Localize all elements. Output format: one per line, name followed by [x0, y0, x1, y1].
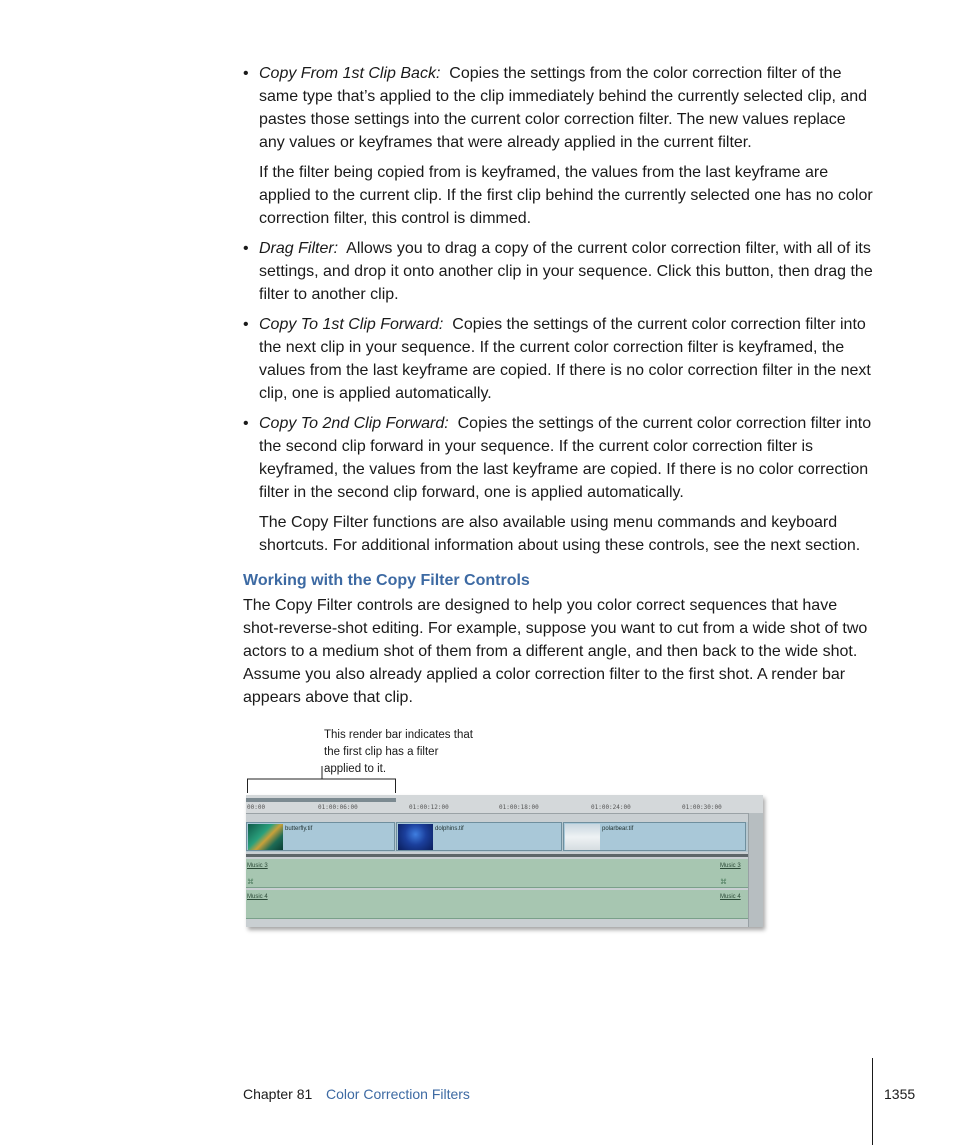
section-body: The Copy Filter controls are designed to help you color correct sequences that have shot-reverse-shot editing. For example, suppose you want to cut from a wide shot of two actors to a medium shot of them from a different angle, and then back to the wide shot. Assume you also already applied a color correction filter to the first shot. A render bar appears above that clip.	[243, 597, 868, 706]
callout-bracket	[246, 766, 398, 794]
bullet-term: Drag Filter:	[259, 240, 339, 257]
clip-thumbnail	[565, 824, 600, 850]
clip-polarbear	[563, 822, 746, 851]
footer-chapter-title: Color Correction Filters	[326, 1086, 470, 1102]
bullet-term: Copy From 1st Clip Back:	[259, 65, 441, 82]
timeline-ruler	[246, 795, 763, 814]
bullet-text: Allows you to drag a copy of the current color correction filter, with all of its settings, and drop it onto another clip in your sequence. Click this button, then drag the filter to another clip.	[259, 240, 873, 303]
clip-butterfly	[246, 822, 395, 851]
timecode: 01:00:18:00	[499, 804, 539, 811]
render-bar	[246, 798, 396, 802]
bullet-text: Copies the settings of the current color correction filter into the next clip in your sequence. If the current color correction filter is keyframed, the values from the last keyframe are copied. If there is no color correction filter in the next clip, one is applied automatically.	[259, 316, 871, 402]
footer-chapter: Chapter 81	[243, 1086, 313, 1102]
timecode: 01:00:12:00	[409, 804, 449, 811]
bullet-term: Copy To 2nd Clip Forward:	[259, 415, 449, 432]
clip-thumbnail	[248, 824, 283, 850]
timecode: 01:00:06:00	[318, 804, 358, 811]
paragraph-menu-commands: The Copy Filter functions are also available using menu commands and keyboard shortcuts. For additional information about using these controls, see the next section.	[259, 514, 861, 554]
timeline-screenshot	[246, 795, 763, 927]
timecode: 01:00:24:00	[591, 804, 631, 811]
page-number: 1355	[884, 1086, 916, 1102]
bullet-marker: •	[243, 415, 249, 432]
bullet-copy-to-1st-clip-forward	[243, 313, 875, 405]
bullet-marker: •	[243, 316, 249, 333]
figure-callout: This render bar indicates that the first clip has a filter applied to it.	[324, 729, 473, 775]
bullet-marker: •	[243, 65, 249, 82]
clip-name: dolphins.tif	[435, 826, 464, 832]
timeline-scrollbar	[748, 813, 763, 927]
bullet-copy-from-1st-clip-back	[243, 62, 875, 154]
clip-name: butterfly.tif	[285, 826, 313, 832]
link-marker-icon: ⌘	[720, 878, 727, 886]
paragraph-keyframed: If the filter being copied from is keyframed, the values from the last keyframe are applied to the current clip. If the first clip behind the currently selected one has no color correction filter, this control is dimmed.	[259, 164, 873, 227]
bullet-text: Copies the settings from the color correction filter of the same type that’s applied to the clip immediately behind the currently selected clip, and pastes those settings into the current color correction filter. The new values replace any values or keyframes that were already applied in the current filter.	[259, 65, 868, 151]
clip-dolphins	[396, 822, 562, 851]
audio-label: Music 4	[247, 894, 268, 900]
bullet-text: Copies the settings of the current color correction filter into the second clip forward in your sequence. If the current color correction filter is keyframed, the values from the last keyframe are copied. If there is no color correction filter in the second clip forward, one is applied automatically.	[259, 415, 872, 501]
timecode: 00:00	[247, 804, 266, 811]
bullet-marker: •	[243, 240, 249, 257]
footer-divider	[872, 1058, 873, 1145]
audio-track-1	[246, 859, 763, 888]
link-marker-icon: ⌘	[247, 878, 254, 886]
clip-name: polarbear.tif	[602, 826, 634, 832]
track-divider	[246, 854, 763, 857]
bullet-copy-to-2nd-clip-forward	[243, 412, 875, 504]
section-heading: Working with the Copy Filter Controls	[243, 572, 530, 589]
bullet-drag-filter	[243, 237, 875, 306]
audio-label: Music 3	[720, 863, 741, 869]
clip-thumbnail	[398, 824, 433, 850]
audio-track-2	[246, 890, 763, 919]
audio-label: Music 3	[247, 863, 268, 869]
bullet-term: Copy To 1st Clip Forward:	[259, 316, 444, 333]
audio-label: Music 4	[720, 894, 741, 900]
timecode: 01:00:30:00	[682, 804, 722, 811]
